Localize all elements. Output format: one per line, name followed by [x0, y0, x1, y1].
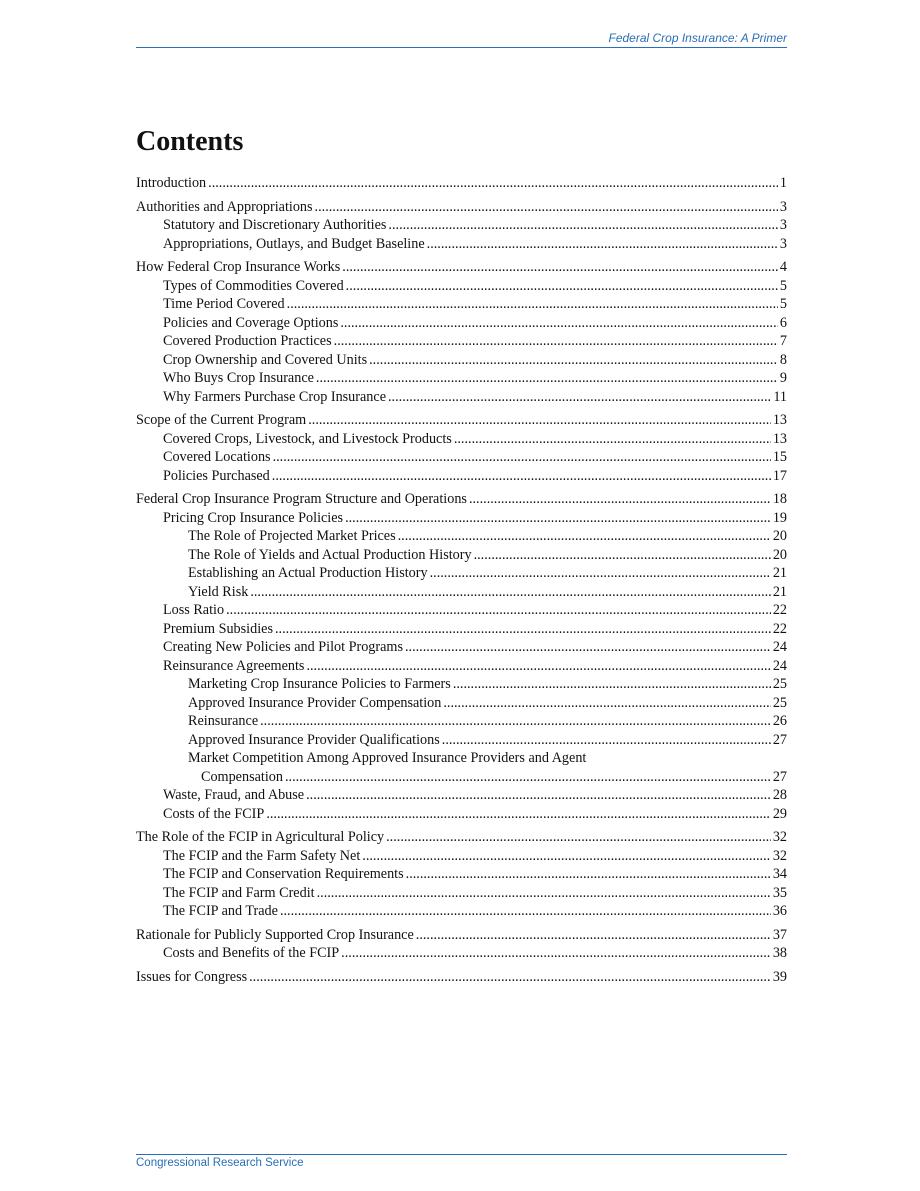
toc-entry[interactable]: Scope of the Current Program ..... 13: [136, 411, 787, 430]
toc-entry[interactable]: Marketing Crop Insurance Policies to Farmers ..... 25: [136, 675, 787, 694]
toc-entry[interactable]: Covered Production Practices ..... 7: [136, 332, 787, 351]
toc-entry[interactable]: Loss Ratio ..... 22: [136, 601, 787, 620]
page-title: Contents: [136, 126, 244, 157]
toc-entry[interactable]: Premium Subsidies ..... 22: [136, 620, 787, 639]
toc-entry[interactable]: Yield Risk ..... 21: [136, 583, 787, 602]
toc-entry[interactable]: The Role of the FCIP in Agricultural Policy ..... 32: [136, 828, 787, 847]
toc-entry[interactable]: The FCIP and Trade ..... 36: [136, 902, 787, 921]
toc-entry[interactable]: Rationale for Publicly Supported Crop Insurance ..... 37: [136, 926, 787, 945]
toc-entry[interactable]: Types of Commodities Covered ..... 5: [136, 277, 787, 296]
toc-entry[interactable]: Creating New Policies and Pilot Programs ..... 24: [136, 638, 787, 657]
running-header: Federal Crop Insurance: A Primer: [136, 30, 787, 48]
toc-entry[interactable]: Reinsurance Agreements ..... 24: [136, 657, 787, 676]
toc-entry[interactable]: Crop Ownership and Covered Units ..... 8: [136, 351, 787, 370]
toc-entry-wrapped-line[interactable]: Market Competition Among Approved Insurance Providers and Agent: [188, 750, 587, 766]
toc-entry[interactable]: Who Buys Crop Insurance ..... 9: [136, 369, 787, 388]
toc-entry[interactable]: The FCIP and the Farm Safety Net ..... 32: [136, 847, 787, 866]
toc-entry[interactable]: Costs of the FCIP ..... 29: [136, 805, 787, 824]
toc-entry[interactable]: Reinsurance ..... 26: [136, 712, 787, 731]
toc-entry[interactable]: Appropriations, Outlays, and Budget Baseline ..... 3: [136, 235, 787, 254]
table-of-contents: [136, 174, 787, 986]
running-footer: Congressional Research Service: [136, 1154, 787, 1169]
toc-entry[interactable]: Approved Insurance Provider Qualifications ..... 27: [136, 731, 787, 750]
toc-entry[interactable]: Policies and Coverage Options ..... 6: [136, 314, 787, 333]
toc-entry[interactable]: How Federal Crop Insurance Works ..... 4: [136, 258, 787, 277]
toc-entry[interactable]: Establishing an Actual Production History ..... 21: [136, 564, 787, 583]
toc-entry[interactable]: Waste, Fraud, and Abuse ..... 28: [136, 786, 787, 805]
toc-entry[interactable]: Statutory and Discretionary Authorities ..... 3: [136, 216, 787, 235]
toc-entry[interactable]: The Role of Yields and Actual Production History ..... 20: [136, 546, 787, 565]
toc-entry[interactable]: Covered Crops, Livestock, and Livestock Products ..... 13: [136, 430, 787, 449]
toc-entry[interactable]: Federal Crop Insurance Program Structure and Operations ..... 18: [136, 490, 787, 509]
toc-entry[interactable]: The Role of Projected Market Prices ..... 20: [136, 527, 787, 546]
toc-entry[interactable]: Covered Locations ..... 15: [136, 448, 787, 467]
toc-entry[interactable]: Introduction ..... 1: [136, 174, 787, 193]
toc-entry[interactable]: Authorities and Appropriations ..... 3: [136, 198, 787, 217]
toc-entry[interactable]: Policies Purchased ..... 17: [136, 467, 787, 486]
toc-entry[interactable]: Time Period Covered ..... 5: [136, 295, 787, 314]
toc-entry[interactable]: Issues for Congress ..... 39: [136, 968, 787, 987]
toc-entry[interactable]: The FCIP and Farm Credit ..... 35: [136, 884, 787, 903]
toc-entry[interactable]: Costs and Benefits of the FCIP ..... 38: [136, 944, 787, 963]
toc-entry[interactable]: Why Farmers Purchase Crop Insurance ..... 11: [136, 388, 787, 407]
toc-entry[interactable]: Approved Insurance Provider Compensation ..... 25: [136, 694, 787, 713]
toc-entry[interactable]: Pricing Crop Insurance Policies ..... 19: [136, 509, 787, 528]
toc-entry[interactable]: Compensation ..... 27: [136, 768, 787, 787]
toc-entry[interactable]: The FCIP and Conservation Requirements ..... 34: [136, 865, 787, 884]
